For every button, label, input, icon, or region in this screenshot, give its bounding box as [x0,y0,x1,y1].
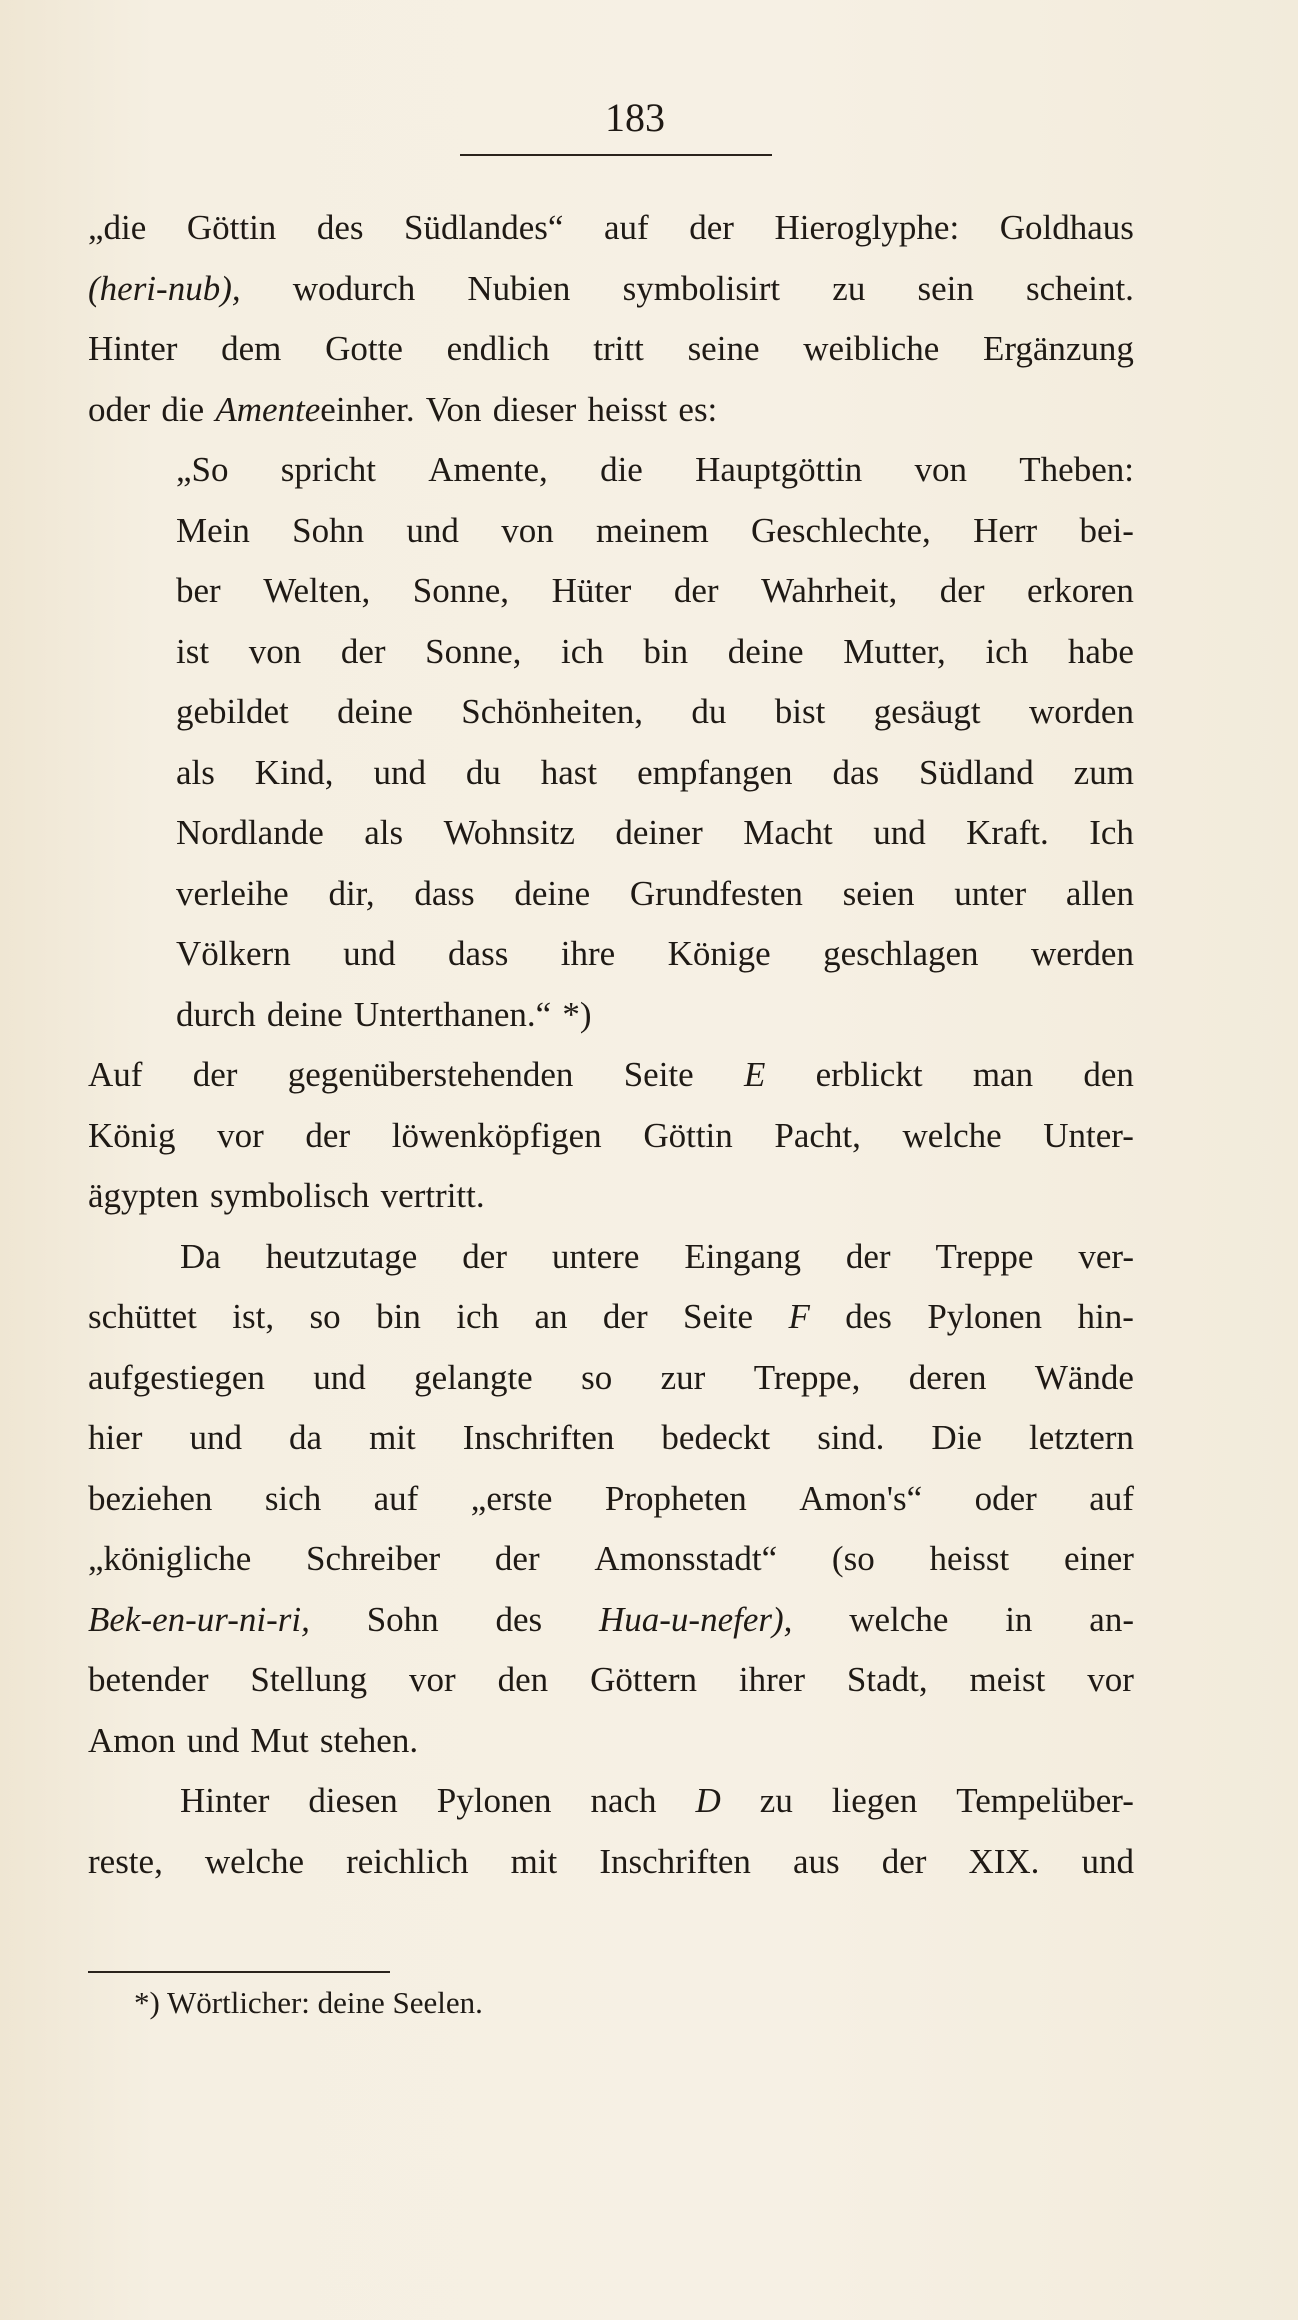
word: erblickt [815,1055,923,1094]
word: das [832,752,880,792]
word: ihrer [738,1660,805,1699]
word: bist [774,692,826,731]
word: habe [1067,631,1134,671]
word: Südland [919,752,1034,792]
word: seien [842,873,915,913]
word: Treppe, [753,1357,861,1397]
word: Geschlechte, [751,510,931,550]
word: Ich [1089,813,1134,852]
word: der [939,571,985,610]
word: Könige [667,934,771,973]
word: ist, [232,1297,275,1336]
word: (heri-nub), [88,268,241,308]
word: betender [88,1660,209,1699]
word: ich [985,631,1029,671]
word: *) [562,994,592,1034]
word: deine [514,873,591,913]
word: mit [369,1418,416,1457]
word: Hua-u-nefer), [599,1599,793,1639]
word: liegen [831,1781,918,1820]
word: tritt [593,329,644,368]
word: Von [425,389,482,429]
word: deren [908,1357,987,1397]
word: Wohnsitz [443,813,575,852]
word: Wahrheit, [761,571,898,610]
word: an- [1089,1599,1134,1639]
word: Amon [88,1720,176,1760]
word: Unter- [1043,1115,1134,1155]
word: Eingang [684,1236,801,1276]
text-line [88,1469,1134,1530]
footnote: *) Wörtlicher: deine Seelen. [134,1985,483,2020]
word: Macht [743,813,833,852]
word: Kind, [254,752,334,792]
word: des [495,1599,543,1639]
word: der [602,1297,648,1336]
word: bei- [1079,510,1134,550]
text-line [88,561,1134,622]
word: du [691,692,727,731]
word: Schreiber [306,1539,441,1578]
word: deine [337,692,413,731]
word: löwenköpfigen [391,1115,602,1155]
word: Die [931,1418,982,1457]
word: Mutter, [843,631,946,671]
word: Da [180,1236,221,1276]
word: Kraft. [966,813,1049,852]
word: so [309,1297,341,1336]
word: und [313,1357,366,1397]
word: Pylonen [927,1297,1043,1336]
word: deine [266,994,343,1034]
text-line [88,259,1134,320]
word: wodurch [292,268,416,308]
word: des [316,208,364,247]
word: XIX. [968,1841,1040,1881]
word: unter [954,873,1027,913]
word: symbolisirt [622,268,781,308]
word: der [881,1841,927,1881]
word: Sohn [292,510,365,550]
word: deiner [615,813,703,852]
text-line [88,1348,1134,1409]
word: der [494,1539,540,1578]
word: werden [1030,934,1134,973]
text-line [88,1590,1134,1651]
word: worden [1028,692,1134,731]
word: Herr [973,510,1038,550]
text-line [88,864,1134,925]
word: dir, [328,873,375,913]
word: heutzutage [265,1236,418,1276]
word: Ergänzung [982,329,1134,368]
word: allen [1065,873,1134,913]
word: ihre [560,934,616,973]
text-line [88,1287,1134,1348]
word: sind. [817,1418,885,1457]
word: Treppe [935,1236,1034,1276]
word: und [1081,1841,1134,1881]
word: meist [969,1660,1046,1699]
word: geschlagen [823,934,979,973]
word: gelangte [414,1357,533,1397]
word: Seite [683,1297,754,1336]
word: „die [88,208,147,247]
text-line [88,440,1134,501]
word: beziehen [88,1478,213,1518]
word: der [845,1236,891,1276]
word: Göttern [590,1660,697,1699]
word: E [743,1055,766,1094]
word: welche [204,1841,304,1881]
word: Propheten [604,1478,747,1518]
word: symbolisch [209,1176,370,1215]
text-line [88,1711,1134,1772]
word: des [845,1297,892,1336]
word: Göttin [643,1115,733,1155]
body-text [88,198,1134,1892]
word: Hinter [88,329,178,368]
text-line [88,1408,1134,1469]
word: hin- [1077,1297,1134,1336]
word: Auf [88,1055,143,1094]
word: sich [264,1478,322,1518]
text-line [88,803,1134,864]
word: deine [727,631,804,671]
word: bin [643,631,689,671]
word: scheint. [1026,268,1134,308]
word: die [161,389,205,429]
word: an [534,1297,568,1336]
word: aus [792,1841,840,1881]
word: Mein [176,510,250,550]
word: Wände [1034,1357,1134,1397]
text-line [88,1529,1134,1590]
word: Gotte [325,329,403,368]
word: Inschriften [462,1418,615,1457]
word: welche [902,1115,1002,1155]
word: Hinter [180,1781,270,1820]
word: nach [590,1781,657,1820]
text-line [88,380,1134,441]
word: der [689,208,734,247]
word: Bek-en-ur-ni-ri, [88,1599,310,1639]
word: in [1005,1599,1033,1639]
word: Goldhaus [999,208,1134,247]
page-number: 183 [605,95,665,140]
text-line [88,319,1134,380]
word: Grundfesten [629,873,803,913]
word: dem [221,329,282,368]
word: und [186,1720,240,1760]
word: Welten, [263,571,371,610]
word: auf [373,1478,419,1518]
word: Amonsstadt“ [594,1539,778,1578]
word: Stellung [250,1660,368,1699]
word: den [497,1660,549,1699]
word: letztern [1029,1418,1134,1457]
word: durch [176,994,256,1034]
word: ber [176,571,221,610]
word: aufgestiegen [88,1357,265,1397]
text-line [88,924,1134,985]
word: gegenüberstehenden [287,1055,574,1094]
word: Hauptgöttin [695,450,863,489]
word: „königliche [88,1539,252,1578]
word: Amente [215,389,321,429]
word: vor [1087,1660,1134,1699]
word: man [972,1055,1034,1094]
word: Pylonen [436,1781,552,1820]
text-line [88,985,1134,1046]
word: „So [176,450,229,489]
word: den [1083,1055,1134,1094]
word: Hieroglyphe: [774,208,960,247]
word: so [581,1357,613,1397]
word: König [88,1115,176,1155]
word: Inschriften [599,1841,751,1881]
word: Göttin [186,208,277,247]
word: hast [540,752,598,792]
word: Südlandes“ [404,208,564,247]
text-line [88,1771,1134,1832]
word: und [373,752,426,792]
word: stehen. [319,1720,419,1760]
word: welche [849,1599,949,1639]
word: D [695,1781,721,1820]
word: einer [1063,1539,1134,1578]
text-line [88,501,1134,562]
word: es: [678,389,718,429]
word: Tempelüber- [956,1781,1134,1820]
word: von [914,450,968,489]
word: heisst [587,389,668,429]
text-line [88,198,1134,259]
word: Sonne, [412,571,510,610]
word: weibliche [803,329,940,368]
word: der [305,1115,351,1155]
word: Nubien [467,268,571,308]
word: und [343,934,396,973]
text-line [88,1045,1134,1106]
text-line [88,1832,1134,1893]
word: spricht [280,450,377,489]
text-line [88,743,1134,804]
word: Seite [623,1055,694,1094]
word: von [248,631,302,671]
word: auf [604,208,649,247]
word: dass [414,873,475,913]
word: „erste [470,1478,553,1518]
word: endlich [446,329,550,368]
text-line [88,1106,1134,1167]
word: du [465,752,501,792]
word: gebildet [176,692,289,731]
word: als [364,813,404,852]
word: (so [831,1539,875,1578]
word: ich [561,631,604,671]
word: und [189,1418,242,1457]
word: Stadt, [846,1660,928,1699]
header-rule [460,154,772,156]
footnote-rule [88,1971,390,1973]
word: Hüter [551,571,632,610]
text-line [88,1650,1134,1711]
word: Schönheiten, [461,692,644,731]
word: erkoren [1027,571,1134,610]
word: vertritt. [380,1176,485,1215]
word: reste, [88,1841,163,1881]
word: Pacht, [774,1115,861,1155]
word: mit [510,1841,558,1881]
word: Mut [250,1720,309,1760]
word: heisst [929,1539,1010,1578]
word: bin [376,1297,421,1336]
word: meinem [595,510,709,550]
word: schüttet [88,1297,197,1336]
word: Amon's“ [799,1478,923,1518]
word: ist [176,631,210,671]
word: der [192,1055,238,1094]
word: hier [88,1418,143,1457]
word: sein [917,268,974,308]
word: Unterthanen.“ [353,994,552,1034]
text-line [88,1166,1134,1227]
word: empfangen [637,752,793,792]
word: ver- [1078,1236,1134,1276]
word: diesen [308,1781,398,1820]
word: Völkern [176,934,291,973]
word: Sonne, [425,631,522,671]
word: Theben: [1019,450,1134,489]
word: Amente, [428,450,548,489]
word: oder [974,1478,1037,1518]
word: der [462,1236,507,1276]
word: der [340,631,386,671]
text-line [88,622,1134,683]
word: und [873,813,926,852]
word: die [600,450,643,489]
word: oder [88,389,151,429]
word: zum [1073,752,1134,792]
word: bedeckt [661,1418,771,1457]
word: da [288,1418,323,1457]
word: einher. [320,389,415,429]
word: der [673,571,719,610]
word: ich [456,1297,500,1336]
word: zur [660,1357,706,1397]
word: verleihe [176,873,289,913]
word: zu [832,268,866,308]
text-line [88,682,1134,743]
word: dieser [492,389,577,429]
word: als [176,752,215,792]
word: dass [448,934,509,973]
word: Nordlande [176,813,324,852]
word: gesäugt [873,692,981,731]
word: von [501,510,554,550]
word: auf [1089,1478,1134,1518]
text-line [88,1227,1134,1288]
word: vor [217,1115,264,1155]
word: seine [687,329,760,368]
word: zu [759,1781,793,1820]
word: reichlich [346,1841,469,1881]
word: und [406,510,459,550]
word: vor [409,1660,456,1699]
word: Sohn [366,1599,439,1639]
word: F [788,1297,810,1336]
word: untere [551,1236,640,1276]
word: ägypten [88,1176,199,1215]
